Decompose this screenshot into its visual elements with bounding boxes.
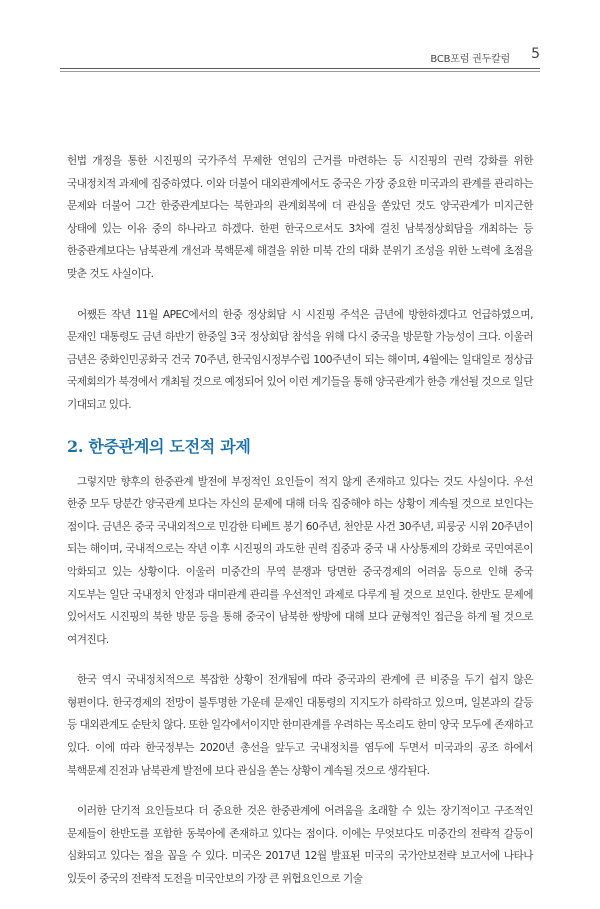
page-header [60,44,540,70]
page-number: 5 [531,46,540,62]
paragraph: 헌법 개정을 통한 시진핑의 국가주석 무제한 연임의 근거를 마련하는 등 시진핑의 권력 강화를 위한 국내정치적 과제에 집중하였다. 이와 더불어 대외관계에서도 중국은 가장 중요한 미국과의 관계를 관리하는 문제와 더불어 그간 한중관계보다는 북한과의 관계회복에 더 관심을 쏟았던 것도 양국관계가 미지근한 상태에 있는 이유 중의 하나라고 하겠다. 한편 한국으로서도 3차에 걸친 남북정상회담을 개최하는 등 한중관계보다는 남북관계 개선과 북핵문제 해결을 위한 미북 간의 대화 분위기 조성을 위한 노력에 초점을 맞춘 것도 사실이다. [67,155,533,280]
paragraph: 그렇지만 향후의 한중관계 발전에 부정적인 요인들이 적지 않게 존재하고 있다는 것도 사실이다. 우선 한중 모두 당분간 양국관계 보다는 자신의 문제에 대해 더욱 집중해야 하는 상황이 계속될 것으로 보인다는 점이다. 금년은 중국 국내외적으로 민감한 티베트 봉기 60주년, 천안문 사건 30주년, 피룽궁 시위 20주년이 되는 해이며, 국내적으로는 작년 이후 시진핑의 과도한 권력 집중과 중국 내 사상통제의 강화로 국민여론이 악화되고 있는 상황이다. 이울러 미중간의 무역 분쟁과 당면한 중국경제의 어려움 등으로 인해 중국 지도부는 일단 국내정치 안정과 대미관계 관리를 우선적인 과제로 다루게 될 것으로 보인다. 한반도 문제에 있어서도 시진핑의 북한 방문 등을 통해 중국이 남북한 쌍방에 대해 보다 균형적인 접근을 하게 될 것으로 여겨진다. [67,475,533,646]
paragraph: 한국 역시 국내정치적으로 복잡한 상황이 전개됨에 따라 중국과의 관계에 큰 비중을 두기 쉽지 않은 형편이다. 한국경제의 전망이 불투명한 가운데 문재인 대통령의 지지도가 하락하고 있으며, 일본과의 갈등 등 대외관계도 순탄치 않다. 또한 일각에서이지만 한미관계를 우려하는 목소리도 한미 양국 모두에 존재하고 있다. 이에 따라 한국정부는 2020년 총선을 앞두고 국내정치를 염두에 두면서 미국과의 공조 하에서 북핵문제 진전과 남북관계 발전에 보다 관심을 쏟는 상황이 계속될 것으로 생각된다. [67,674,533,777]
paragraph: 어쨌든 작년 11월 APEC에서의 한중 정상회담 시 시진핑 주석은 금년에 방한하겠다고 언급하였으며, 문재인 대통령도 금년 하반기 한중일 3국 정상회담 참석을 위해 다시 중국을 방문할 가능성이 크다. 이울러 금년은 중화인민공화국 건국 70주년, 한국임시정부수립 100주년이 되는 해이며, 4월에는 일대일로 정상급 국제회의가 북경에서 개최될 것으로 예정되어 있어 이런 계기들을 통해 양국관계가 한층 개선될 것으로 일단 기대되고 있다. [67,308,533,411]
section-heading: 2. 한중관계의 도전적 과제 [67,436,251,456]
header-title: BCB포럼 권두칼럼 [430,54,510,65]
paragraph: 이러한 단기적 요인들보다 더 중요한 것은 한중관계에 어려움을 초래할 수 있는 장기적이고 구조적인 문제들이 한반도를 포함한 동북아에 존재하고 있다는 점이다. 이에는 무엇보다도 미중간의 전략적 갈등이 심화되고 있다는 점을 꼽을 수 있다. 미국은 2017년 12월 발표된 미국의 국가안보전략 보고서에 나타나 있듯이 중국의 전략적 도전을 미국안보의 가장 큰 위협요인으로 기술 [67,805,533,886]
article-body [67,150,533,909]
header-divider-thin [60,71,540,72]
header-divider [60,68,540,69]
